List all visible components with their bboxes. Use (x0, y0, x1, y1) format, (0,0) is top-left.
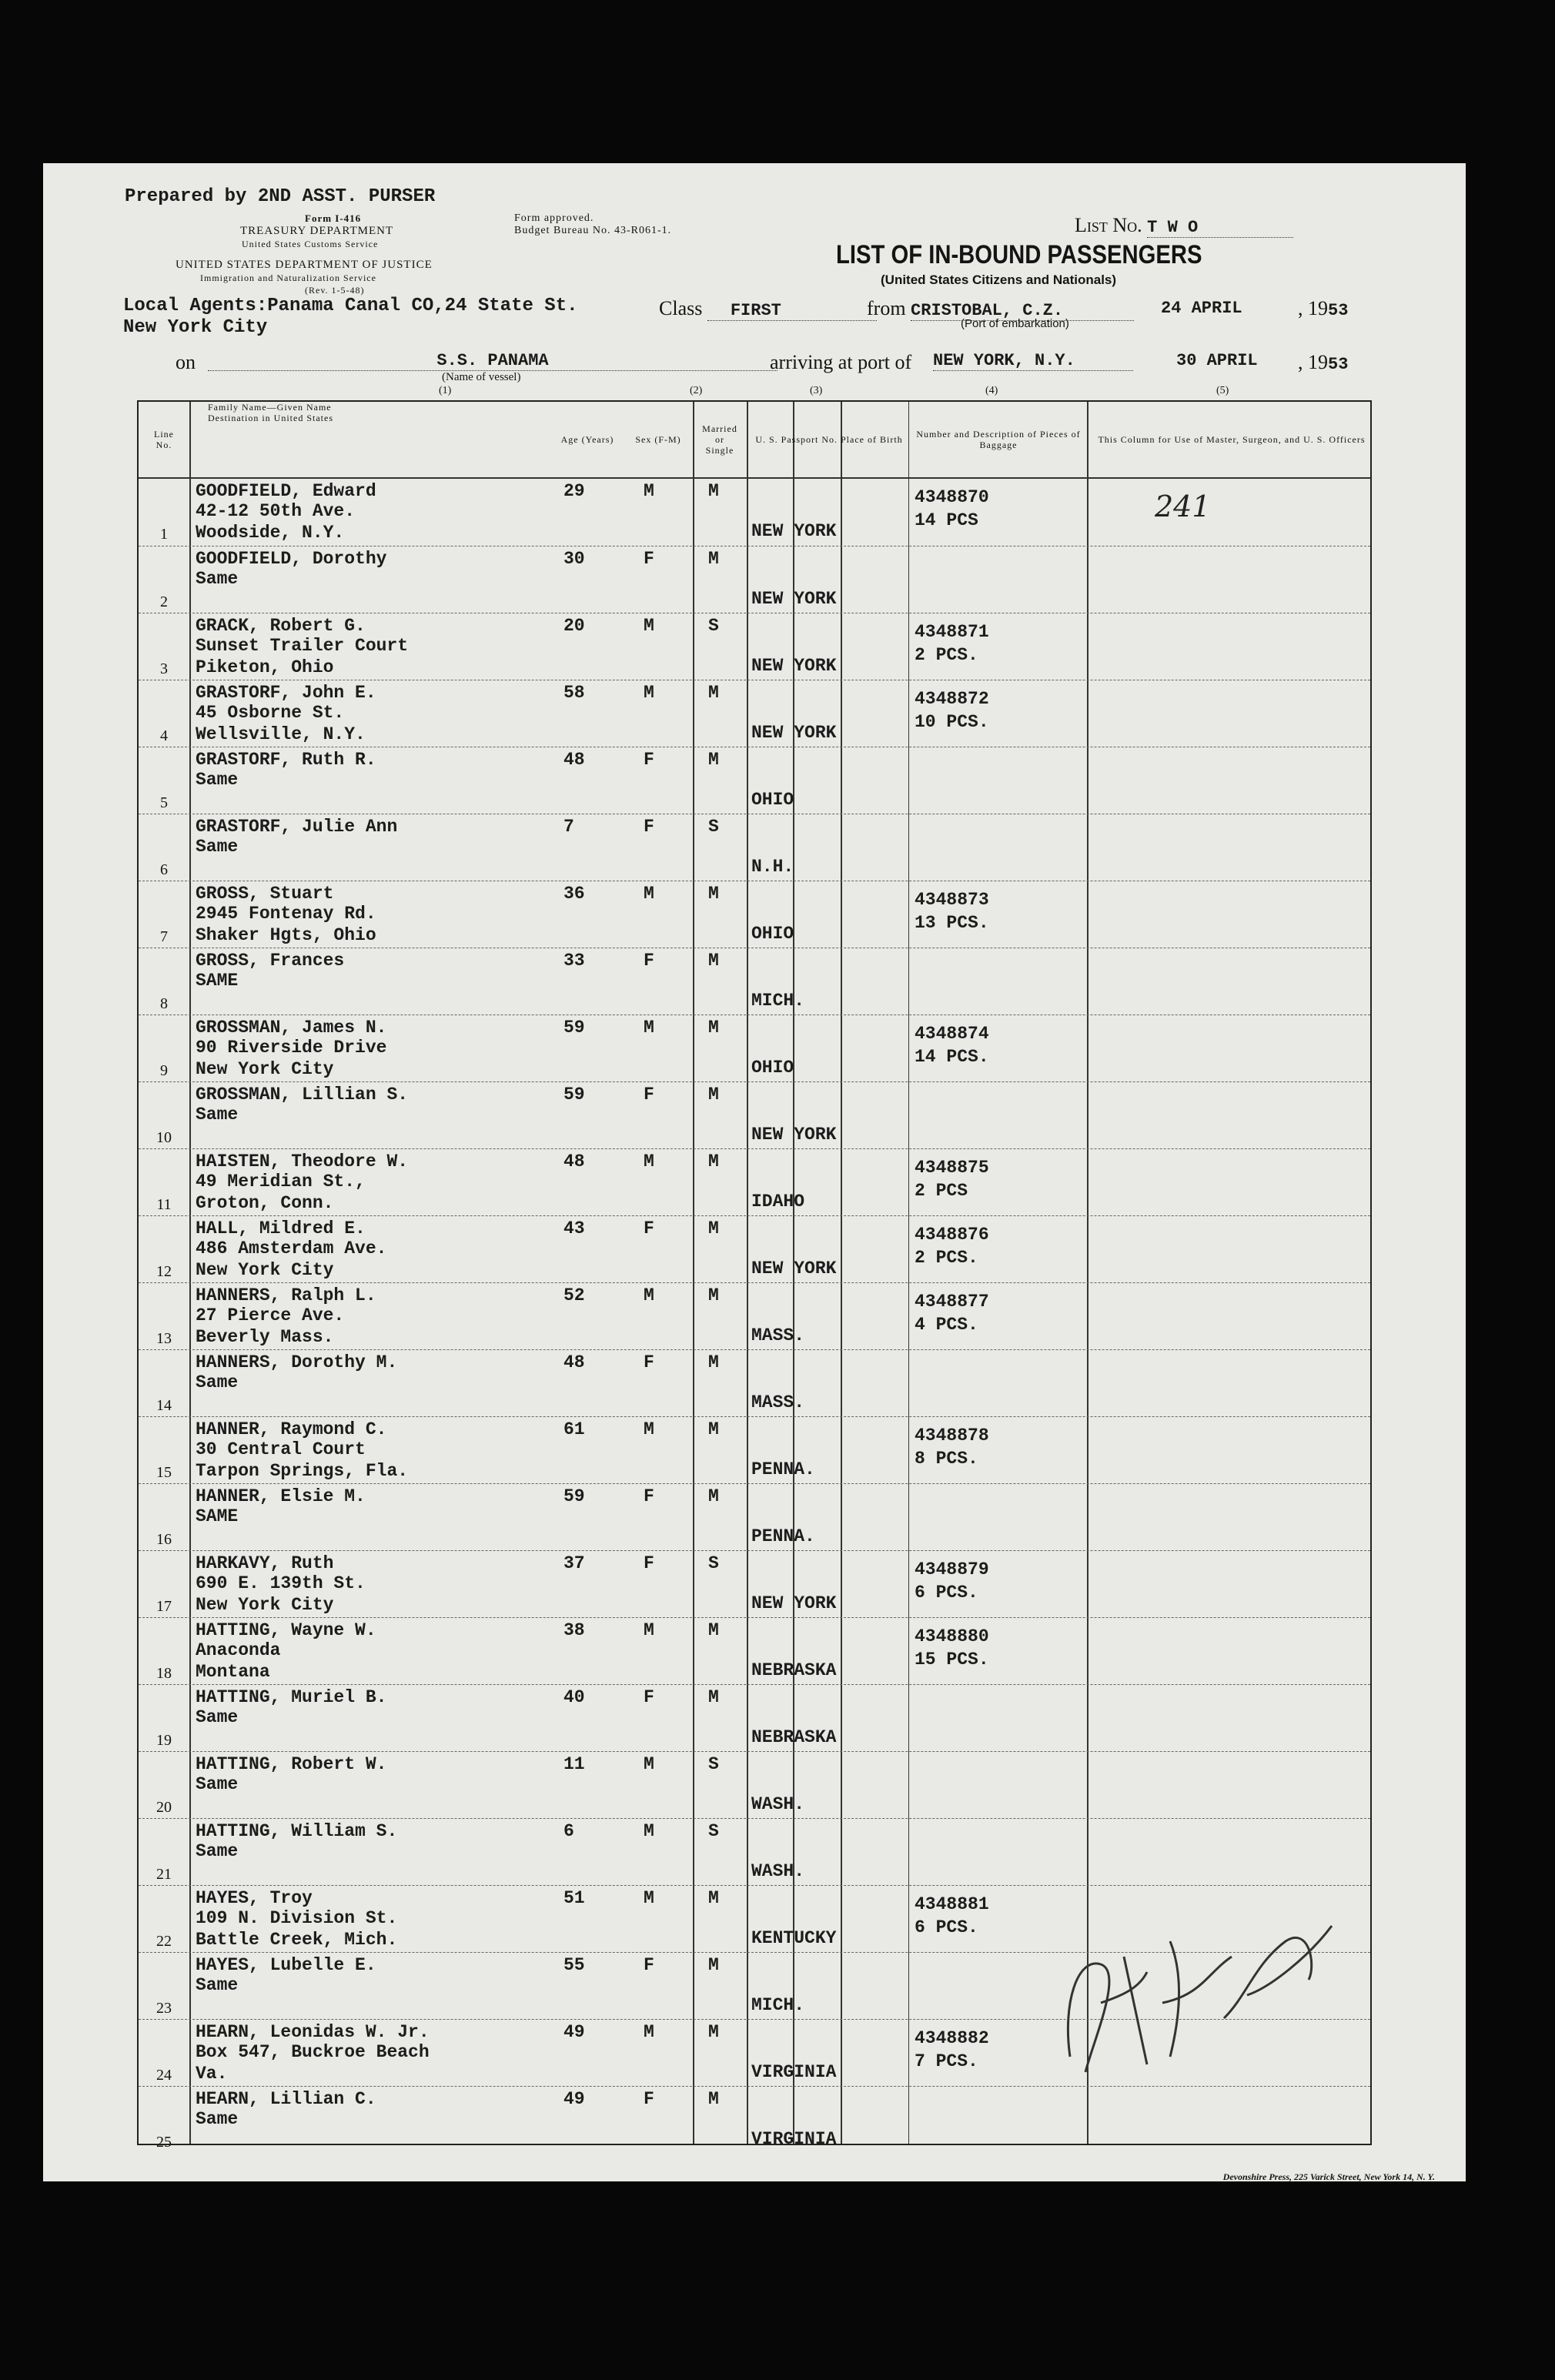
passenger-sex: M (644, 1018, 654, 1038)
col-number-2: (2) (690, 385, 703, 396)
line-number: 25 (156, 2134, 172, 2151)
marital-status: M (708, 951, 719, 971)
passenger-age: 55 (563, 1955, 585, 1975)
passenger-age: 61 (563, 1419, 585, 1439)
immigration-service: Immigration and Naturalization Service (200, 272, 376, 283)
marital-status: M (708, 1419, 719, 1439)
place-of-birth: NEW YORK (751, 1259, 837, 1279)
baggage-pieces: 2 PCS (915, 1181, 968, 1201)
passenger-name: HAISTEN, Theodore W. (196, 1152, 409, 1172)
passenger-address: Sunset Trailer Court (196, 636, 409, 656)
marital-status: M (708, 683, 719, 703)
passenger-age: 20 (563, 616, 585, 636)
passenger-city: Beverly Mass. (196, 1327, 334, 1347)
place-of-birth: WASH. (751, 1861, 805, 1881)
place-of-birth: N.H. (751, 857, 794, 877)
place-of-birth: PENNA. (751, 1526, 815, 1546)
from-label: from (867, 297, 906, 319)
col-number-5: (5) (1216, 385, 1229, 396)
printer-credit: Devonshire Press, 225 Varick Street, New York 14, N. Y. (1222, 2171, 1435, 2182)
passenger-city: Battle Creek, Mich. (196, 1930, 398, 1950)
line-number: 7 (160, 928, 168, 945)
passenger-sex: F (644, 1352, 654, 1372)
col-number-4: (4) (985, 385, 998, 396)
table-row (139, 881, 1370, 948)
passenger-city: New York City (196, 1059, 334, 1079)
place-of-birth: OHIO (751, 790, 794, 810)
line-number: 1 (160, 526, 168, 543)
port-caption: (Port of embarkation) (961, 317, 1069, 330)
passenger-name: HEARN, Leonidas W. Jr. (196, 2022, 430, 2042)
marital-status: M (708, 1085, 719, 1105)
table-row (139, 1416, 1370, 1483)
line-number: 18 (156, 1665, 172, 1682)
col-number-3: (3) (810, 385, 823, 396)
col-header-name (208, 402, 431, 477)
class-field (659, 297, 877, 321)
marital-status: M (708, 1486, 719, 1506)
place-of-birth: VIRGINIA (751, 2062, 837, 2082)
baggage-pieces: 10 PCS. (915, 712, 989, 732)
baggage-pieces: 14 PCS (915, 510, 978, 530)
marital-status: M (708, 1218, 719, 1238)
passenger-sex: M (644, 884, 654, 904)
marital-status: M (708, 2022, 719, 2042)
table-row (139, 1550, 1370, 1617)
departure-year (1298, 297, 1348, 320)
justice-dept: UNITED STATES DEPARTMENT OF JUSTICE (176, 259, 433, 271)
passenger-sex: M (644, 481, 654, 501)
place-of-birth: MICH. (751, 1995, 805, 2015)
marital-status: M (708, 884, 719, 904)
passenger-age: 51 (563, 1888, 585, 1908)
marital-status: S (708, 1821, 719, 1841)
passenger-name: HARKAVY, Ruth (196, 1553, 334, 1573)
col-header-age: Age (Years) (560, 434, 614, 445)
passenger-address: Same (196, 1105, 239, 1125)
arrival-port: NEW YORK, N.Y. (933, 351, 1133, 371)
departure-year-value: 53 (1328, 301, 1349, 320)
passenger-name: HANNER, Elsie M. (196, 1486, 366, 1506)
line-number: 15 (156, 1464, 172, 1481)
place-of-birth: WASH. (751, 1794, 805, 1814)
line-number: 12 (156, 1263, 172, 1280)
arrival-year-value: 53 (1328, 355, 1349, 374)
passenger-address: SAME (196, 971, 239, 991)
table-row (139, 1684, 1370, 1751)
passenger-table (137, 400, 1372, 2151)
baggage-number: 4348879 (915, 1559, 989, 1579)
line-number: 17 (156, 1598, 172, 1615)
passenger-address: 486 Amsterdam Ave. (196, 1238, 387, 1259)
marital-status: M (708, 481, 719, 501)
passenger-sex: M (644, 1285, 654, 1305)
line-number: 22 (156, 1933, 172, 1950)
agents-city: New York City (123, 317, 268, 338)
passenger-sex: M (644, 683, 654, 703)
col-header-officer: This Column for Use of Master, Surgeon, and U. S. Officers (1098, 434, 1366, 445)
baggage-pieces: 13 PCS. (915, 913, 989, 933)
departure-year-prefix: , 19 (1298, 297, 1328, 319)
passenger-city: Va. (196, 2064, 228, 2084)
passenger-sex: F (644, 1687, 654, 1707)
class-label: Class (659, 297, 703, 319)
line-number: 3 (160, 660, 168, 677)
marital-status: M (708, 2089, 719, 2109)
table-row (139, 1751, 1370, 1818)
passenger-age: 40 (563, 1687, 585, 1707)
passenger-sex: M (644, 1419, 654, 1439)
line-number: 4 (160, 727, 168, 744)
line-number: 19 (156, 1732, 172, 1749)
passenger-sex: M (644, 1888, 654, 1908)
line-number: 13 (156, 1330, 172, 1347)
passenger-city: Wellsville, N.Y. (196, 724, 366, 744)
passenger-address: Same (196, 1707, 239, 1727)
passenger-address: Same (196, 2109, 239, 2129)
passenger-age: 29 (563, 481, 585, 501)
line-number: 11 (156, 1196, 172, 1213)
passenger-age: 30 (563, 549, 585, 569)
line-number: 9 (160, 1062, 168, 1079)
marital-status: S (708, 616, 719, 636)
prepared-by: Prepared by 2ND ASST. PURSER (125, 186, 436, 207)
line-number: 20 (156, 1799, 172, 1816)
place-of-birth: MASS. (751, 1392, 805, 1412)
place-of-birth: OHIO (751, 1058, 794, 1078)
marital-status: S (708, 1553, 719, 1573)
passenger-sex: F (644, 1955, 654, 1975)
list-subtitle: (United States Citizens and Nationals) (881, 272, 1117, 287)
line-number: 24 (156, 2067, 172, 2084)
passenger-sex: M (644, 1754, 654, 1774)
line-number: 16 (156, 1531, 172, 1548)
passenger-sex: F (644, 2089, 654, 2109)
baggage-number: 4348877 (915, 1292, 989, 1312)
col-header-line-no: Line No. (154, 429, 174, 450)
baggage-pieces: 6 PCS. (915, 1583, 978, 1603)
line-number: 14 (156, 1397, 172, 1414)
table-row (139, 1349, 1370, 1416)
table-row (139, 1483, 1370, 1550)
passenger-sex: M (644, 2022, 654, 2042)
passenger-age: 48 (563, 750, 585, 770)
table-row (139, 1617, 1370, 1684)
passenger-address: Same (196, 770, 239, 790)
passenger-age: 59 (563, 1018, 585, 1038)
passenger-address: Same (196, 1841, 239, 1861)
budget-bureau: Budget Bureau No. 43-R061-1. (514, 225, 672, 236)
passenger-name: GOODFIELD, Edward (196, 481, 376, 501)
table-row (139, 2086, 1370, 2153)
baggage-number: 4348872 (915, 689, 989, 709)
passenger-name: GRACK, Robert G. (196, 616, 366, 636)
place-of-birth: NEW YORK (751, 723, 837, 743)
baggage-number: 4348871 (915, 622, 989, 642)
table-row (139, 680, 1370, 747)
baggage-pieces: 7 PCS. (915, 2051, 978, 2071)
passenger-name: GOODFIELD, Dorothy (196, 549, 387, 569)
place-of-birth: OHIO (751, 924, 794, 944)
arriving-label: arriving at port of (770, 351, 912, 373)
marital-status: M (708, 1152, 719, 1172)
vessel-caption: (Name of vessel) (442, 371, 521, 383)
col-header-baggage: Number and Description of Pieces of Baggage (916, 429, 1081, 450)
passenger-age: 59 (563, 1085, 585, 1105)
passenger-name: HATTING, William S. (196, 1821, 398, 1841)
passenger-address: Same (196, 1975, 239, 1995)
table-row (139, 1818, 1370, 1885)
passenger-age: 48 (563, 1152, 585, 1172)
baggage-pieces: 4 PCS. (915, 1315, 978, 1335)
place-of-birth: MASS. (751, 1325, 805, 1345)
table-row (139, 613, 1370, 680)
passenger-city: Montana (196, 1662, 270, 1682)
line-number: 10 (156, 1129, 172, 1146)
signature-scribble (1055, 1910, 1347, 2095)
col-header-sex: Sex (F-M) (635, 434, 681, 445)
passenger-age: 7 (563, 817, 574, 837)
passenger-rows (139, 479, 1370, 2151)
line-number: 8 (160, 995, 168, 1012)
place-of-birth: VIRGINIA (751, 2129, 837, 2149)
passenger-sex: F (644, 1486, 654, 1506)
baggage-pieces: 6 PCS. (915, 1917, 978, 1937)
passenger-name: GRASTORF, John E. (196, 683, 376, 703)
table-row (139, 814, 1370, 881)
passenger-sex: F (644, 1085, 654, 1105)
passenger-address: Same (196, 1372, 239, 1392)
passenger-address: Same (196, 1774, 239, 1794)
passenger-address: 27 Pierce Ave. (196, 1305, 345, 1325)
passenger-name: HANNERS, Ralph L. (196, 1285, 376, 1305)
passenger-address: 42-12 50th Ave. (196, 501, 356, 521)
passenger-city: New York City (196, 1260, 334, 1280)
passenger-age: 49 (563, 2089, 585, 2109)
line-number: 2 (160, 593, 168, 610)
passenger-name: HAYES, Troy (196, 1888, 313, 1908)
table-row (139, 1282, 1370, 1349)
customs-service: United States Customs Service (242, 239, 379, 249)
passenger-age: 36 (563, 884, 585, 904)
passenger-address: Same (196, 569, 239, 589)
place-of-birth: MICH. (751, 991, 805, 1011)
passenger-name: GROSS, Frances (196, 951, 345, 971)
passenger-age: 49 (563, 2022, 585, 2042)
form-revision: (Rev. 1-5-48) (305, 285, 365, 296)
place-of-birth: PENNA. (751, 1459, 815, 1479)
passenger-city: Woodside, N.Y. (196, 523, 345, 543)
passenger-address: Anaconda (196, 1640, 281, 1660)
passenger-sex: M (644, 616, 654, 636)
local-agents: Local Agents:Panama Canal CO,24 State St. (123, 296, 578, 316)
marital-status: M (708, 1018, 719, 1038)
passenger-address: 90 Riverside Drive (196, 1038, 387, 1058)
passenger-address: Same (196, 837, 239, 857)
form-number: Form I-416 (305, 212, 362, 224)
passenger-name: HATTING, Wayne W. (196, 1620, 376, 1640)
list-no-label: List No. (1075, 214, 1142, 236)
form-approved: Form approved. (514, 212, 594, 224)
table-row (139, 1015, 1370, 1081)
place-of-birth: NEBRASKA (751, 1660, 837, 1680)
passenger-sex: F (644, 549, 654, 569)
baggage-pieces: 2 PCS. (915, 645, 978, 665)
on-label: on (176, 351, 196, 373)
passenger-address: 45 Osborne St. (196, 703, 345, 723)
passenger-sex: F (644, 817, 654, 837)
passenger-sex: M (644, 1152, 654, 1172)
arrival-year (1298, 351, 1348, 374)
vessel-name: S.S. PANAMA (208, 351, 778, 371)
passenger-age: 38 (563, 1620, 585, 1640)
passenger-name: HATTING, Muriel B. (196, 1687, 387, 1707)
table-row (139, 948, 1370, 1015)
baggage-pieces: 15 PCS. (915, 1650, 989, 1670)
passenger-age: 48 (563, 1352, 585, 1372)
class-value: FIRST (707, 301, 877, 321)
passenger-name: HATTING, Robert W. (196, 1754, 387, 1774)
arrival-year-prefix: , 19 (1298, 351, 1328, 373)
passenger-sex: M (644, 1620, 654, 1640)
passenger-city: New York City (196, 1595, 334, 1615)
line-number: 6 (160, 861, 168, 878)
passenger-address: 109 N. Division St. (196, 1908, 398, 1928)
baggage-number: 4348875 (915, 1158, 989, 1178)
port-of-embarkation: CRISTOBAL, C.Z. (911, 301, 1134, 321)
line-number: 21 (156, 1866, 172, 1883)
passenger-name: GROSSMAN, Lillian S. (196, 1085, 409, 1105)
place-of-birth: IDAHO (751, 1192, 805, 1212)
place-of-birth: NEW YORK (751, 589, 837, 609)
col-header-married: Married or Single (702, 423, 737, 456)
baggage-number: 4348873 (915, 890, 989, 910)
col-number-1: (1) (439, 385, 452, 396)
passenger-address: SAME (196, 1506, 239, 1526)
table-row (139, 1148, 1370, 1215)
baggage-pieces: 14 PCS. (915, 1047, 989, 1067)
passenger-name: GRASTORF, Julie Ann (196, 817, 398, 837)
passenger-name: HALL, Mildred E. (196, 1218, 366, 1238)
col-header-name-label: Family Name—Given Name (208, 402, 332, 413)
passenger-city: Piketon, Ohio (196, 657, 334, 677)
passenger-name: HANNERS, Dorothy M. (196, 1352, 398, 1372)
passenger-city: Shaker Hgts, Ohio (196, 925, 376, 945)
marital-status: S (708, 817, 719, 837)
passenger-address: 690 E. 139th St. (196, 1573, 366, 1593)
passenger-age: 6 (563, 1821, 574, 1841)
passenger-name: GROSSMAN, James N. (196, 1018, 387, 1038)
passenger-city: Groton, Conn. (196, 1193, 334, 1213)
baggage-pieces: 2 PCS. (915, 1248, 978, 1268)
passenger-sex: F (644, 951, 654, 971)
list-no (1075, 214, 1293, 238)
baggage-number: 4348880 (915, 1626, 989, 1646)
table-row (139, 546, 1370, 613)
line-number: 5 (160, 794, 168, 811)
place-of-birth: NEW YORK (751, 521, 837, 541)
passenger-address: 2945 Fontenay Rd. (196, 904, 376, 924)
passenger-age: 59 (563, 1486, 585, 1506)
place-of-birth: NEW YORK (751, 656, 837, 676)
baggage-number: 4348870 (915, 487, 989, 507)
marital-status: M (708, 1888, 719, 1908)
passenger-age: 43 (563, 1218, 585, 1238)
passenger-name: GRASTORF, Ruth R. (196, 750, 376, 770)
passenger-name: HEARN, Lillian C. (196, 2089, 376, 2109)
baggage-number: 4348876 (915, 1225, 989, 1245)
table-row (139, 1081, 1370, 1148)
handwritten-annotation: 241 (1155, 490, 1211, 523)
col-header-destination-label: Destination in United States (208, 413, 333, 423)
passenger-sex: F (644, 1553, 654, 1573)
passenger-name: GROSS, Stuart (196, 884, 334, 904)
place-of-birth: NEW YORK (751, 1593, 837, 1613)
marital-status: M (708, 549, 719, 569)
baggage-number: 4348882 (915, 2028, 989, 2048)
passenger-name: HAYES, Lubelle E. (196, 1955, 376, 1975)
marital-status: M (708, 1352, 719, 1372)
passenger-age: 33 (563, 951, 585, 971)
baggage-number: 4348881 (915, 1894, 989, 1914)
passenger-sex: F (644, 1218, 654, 1238)
arrival-date: 30 APRIL (1176, 351, 1258, 370)
marital-status: M (708, 1620, 719, 1640)
list-title: LIST OF IN-BOUND PASSENGERS (836, 240, 1202, 269)
passenger-address: 49 Meridian St., (196, 1172, 366, 1192)
passenger-sex: M (644, 1821, 654, 1841)
marital-status: S (708, 1754, 719, 1774)
passenger-sex: F (644, 750, 654, 770)
marital-status: M (708, 1955, 719, 1975)
baggage-number: 4348874 (915, 1024, 989, 1044)
table-row (139, 1215, 1370, 1282)
place-of-birth: NEW YORK (751, 1125, 837, 1145)
baggage-number: 4348878 (915, 1426, 989, 1446)
passenger-age: 58 (563, 683, 585, 703)
marital-status: M (708, 1285, 719, 1305)
passenger-age: 11 (563, 1754, 585, 1774)
passenger-address: Box 547, Buckroe Beach (196, 2042, 430, 2062)
passenger-age: 52 (563, 1285, 585, 1305)
marital-status: M (708, 750, 719, 770)
list-no-value: T W O (1147, 218, 1293, 238)
passenger-name: HANNER, Raymond C. (196, 1419, 387, 1439)
baggage-pieces: 8 PCS. (915, 1449, 978, 1469)
marital-status: M (708, 1687, 719, 1707)
col-header-passport: U. S. Passport No. Place of Birth (755, 434, 903, 445)
table-row (139, 747, 1370, 814)
passenger-address: 30 Central Court (196, 1439, 366, 1459)
line-number: 23 (156, 2000, 172, 2017)
departure-date: 24 APRIL (1161, 299, 1242, 318)
place-of-birth: NEBRASKA (751, 1727, 837, 1747)
passenger-age: 37 (563, 1553, 585, 1573)
passenger-city: Tarpon Springs, Fla. (196, 1461, 409, 1481)
treasury-dept: TREASURY DEPARTMENT (240, 225, 394, 237)
place-of-birth: KENTUCKY (751, 1928, 837, 1948)
